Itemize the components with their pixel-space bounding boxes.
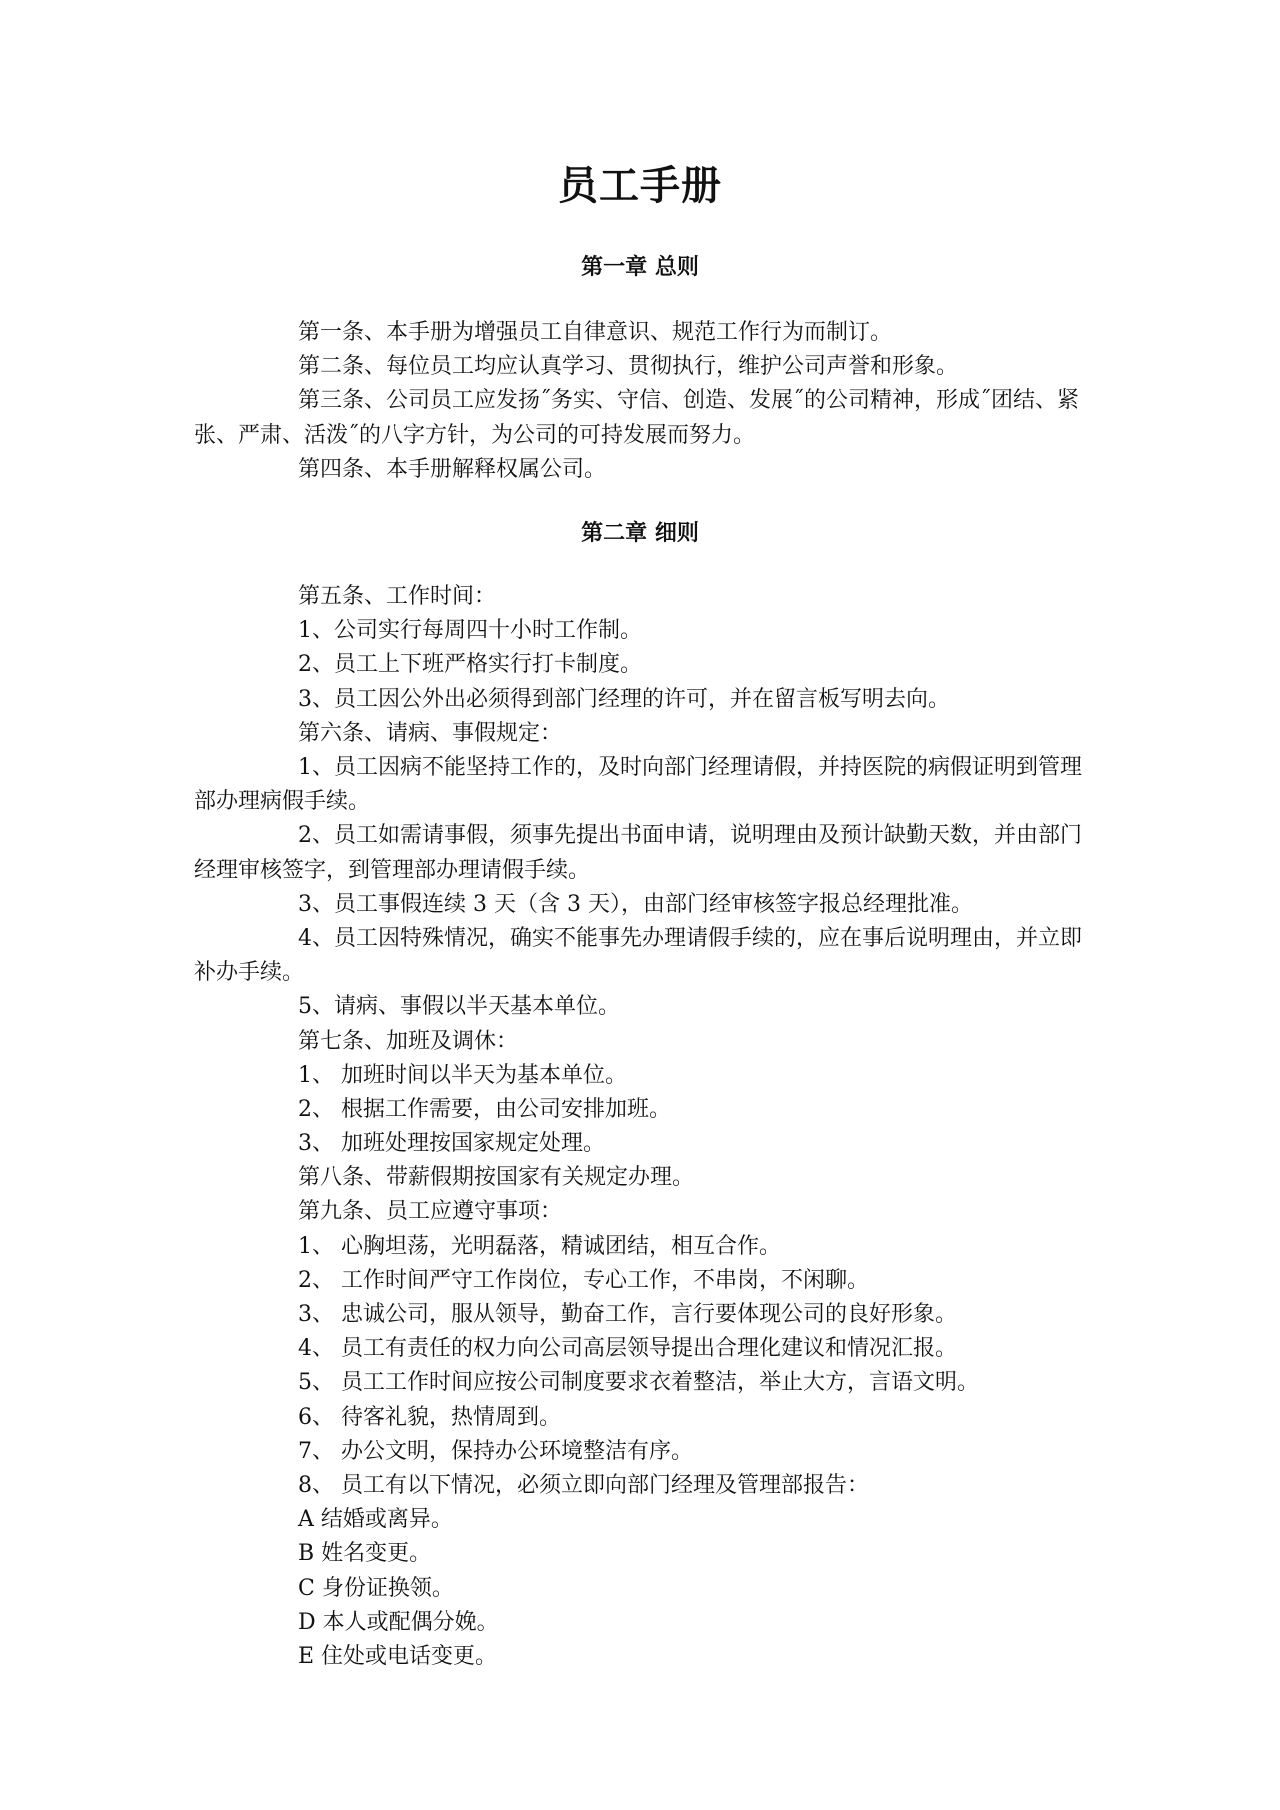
list-item: 1、 心胸坦荡，光明磊落，精诚团结，相互合作。 xyxy=(298,1233,781,1259)
list-item: 8、 员工有以下情况，必须立即向部门经理及管理部报告： xyxy=(298,1472,869,1498)
sub-list-item: E 住处或电话变更。 xyxy=(298,1643,498,1669)
sub-list-item: C 身份证换领。 xyxy=(298,1575,454,1601)
article-3: 第三条、公司员工应发扬˝务实、守信、创造、发展˝的公司精神，形成˝团结、紧张、严肃、活泼˝的八字方针，为公司的可持发展而努力。 xyxy=(194,388,1080,448)
list-item: 3、员工因公外出必须得到部门经理的许可，并在留言板写明去向。 xyxy=(298,686,950,712)
chapter-2-body xyxy=(194,580,1086,1674)
article-4: 第四条、本手册解释权属公司。 xyxy=(298,456,607,482)
document-title: 员工手册 xyxy=(558,162,722,209)
list-item: 3、 忠诚公司，服从领导，勤奋工作，言行要体现公司的良好形象。 xyxy=(298,1302,957,1328)
chapter-2-heading: 第二章 细则 xyxy=(581,520,699,546)
list-item: 1、员工因病不能坚持工作的，及时向部门经理请假，并持医院的病假证明到管理部办理病假手续。 xyxy=(194,754,1082,815)
list-item: 3、 加班处理按国家规定处理。 xyxy=(298,1131,605,1157)
list-item: 1、公司实行每周四十小时工作制。 xyxy=(298,618,642,644)
list-item: 5、 员工工作时间应按公司制度要求衣着整洁，举止大方，言语文明。 xyxy=(298,1370,979,1396)
list-item: 2、 工作时间严守工作岗位，专心工作，不串岗，不闲聊。 xyxy=(298,1267,869,1293)
article-6-title: 第六条、请病、事假规定： xyxy=(298,720,563,746)
list-item: 4、员工因特殊情况，确实不能事先办理请假手续的，应在事后说明理由，并立即补办手续。 xyxy=(194,925,1082,986)
list-item: 7、 办公文明，保持办公环境整洁有序。 xyxy=(298,1438,693,1464)
sub-list-item: D 本人或配偶分娩。 xyxy=(298,1609,499,1635)
list-item: 3、员工事假连续 3 天（含 3 天），由部门经审核签字报总经理批准。 xyxy=(298,891,973,917)
article-2: 第二条、每位员工均应认真学习、贯彻执行，维护公司声誉和形象。 xyxy=(298,354,959,380)
chapter-1-body xyxy=(194,316,1086,487)
article-7-title: 第七条、加班及调休： xyxy=(298,1028,519,1054)
article-1: 第一条、本手册为增强员工自律意识、规范工作行为而制订。 xyxy=(298,320,893,345)
list-item: 2、员工如需请事假，须事先提出书面申请，说明理由及预计缺勤天数，并由部门经理审核签字，到管理部办理请假手续。 xyxy=(194,823,1082,883)
list-item: 2、 根据工作需要，由公司安排加班。 xyxy=(298,1096,671,1122)
list-item: 4、 员工有责任的权力向公司高层领导提出合理化建议和情况汇报。 xyxy=(298,1336,957,1362)
list-item: 5、请病、事假以半天基本单位。 xyxy=(298,994,620,1020)
article-9-title: 第九条、员工应遵守事项： xyxy=(298,1199,563,1225)
chapter-1-heading: 第一章 总则 xyxy=(581,254,699,280)
sub-list-item: A 结婚或离异。 xyxy=(298,1507,453,1533)
article-5-title: 第五条、工作时间： xyxy=(298,584,497,609)
list-item: 6、 待客礼貌，热情周到。 xyxy=(298,1404,561,1430)
list-item: 2、员工上下班严格实行打卡制度。 xyxy=(298,652,642,678)
list-item: 1、 加班时间以半天为基本单位。 xyxy=(298,1062,627,1088)
sub-list-item: B 姓名变更。 xyxy=(298,1541,432,1567)
article-8: 第八条、带薪假期按国家有关规定办理。 xyxy=(298,1165,695,1191)
